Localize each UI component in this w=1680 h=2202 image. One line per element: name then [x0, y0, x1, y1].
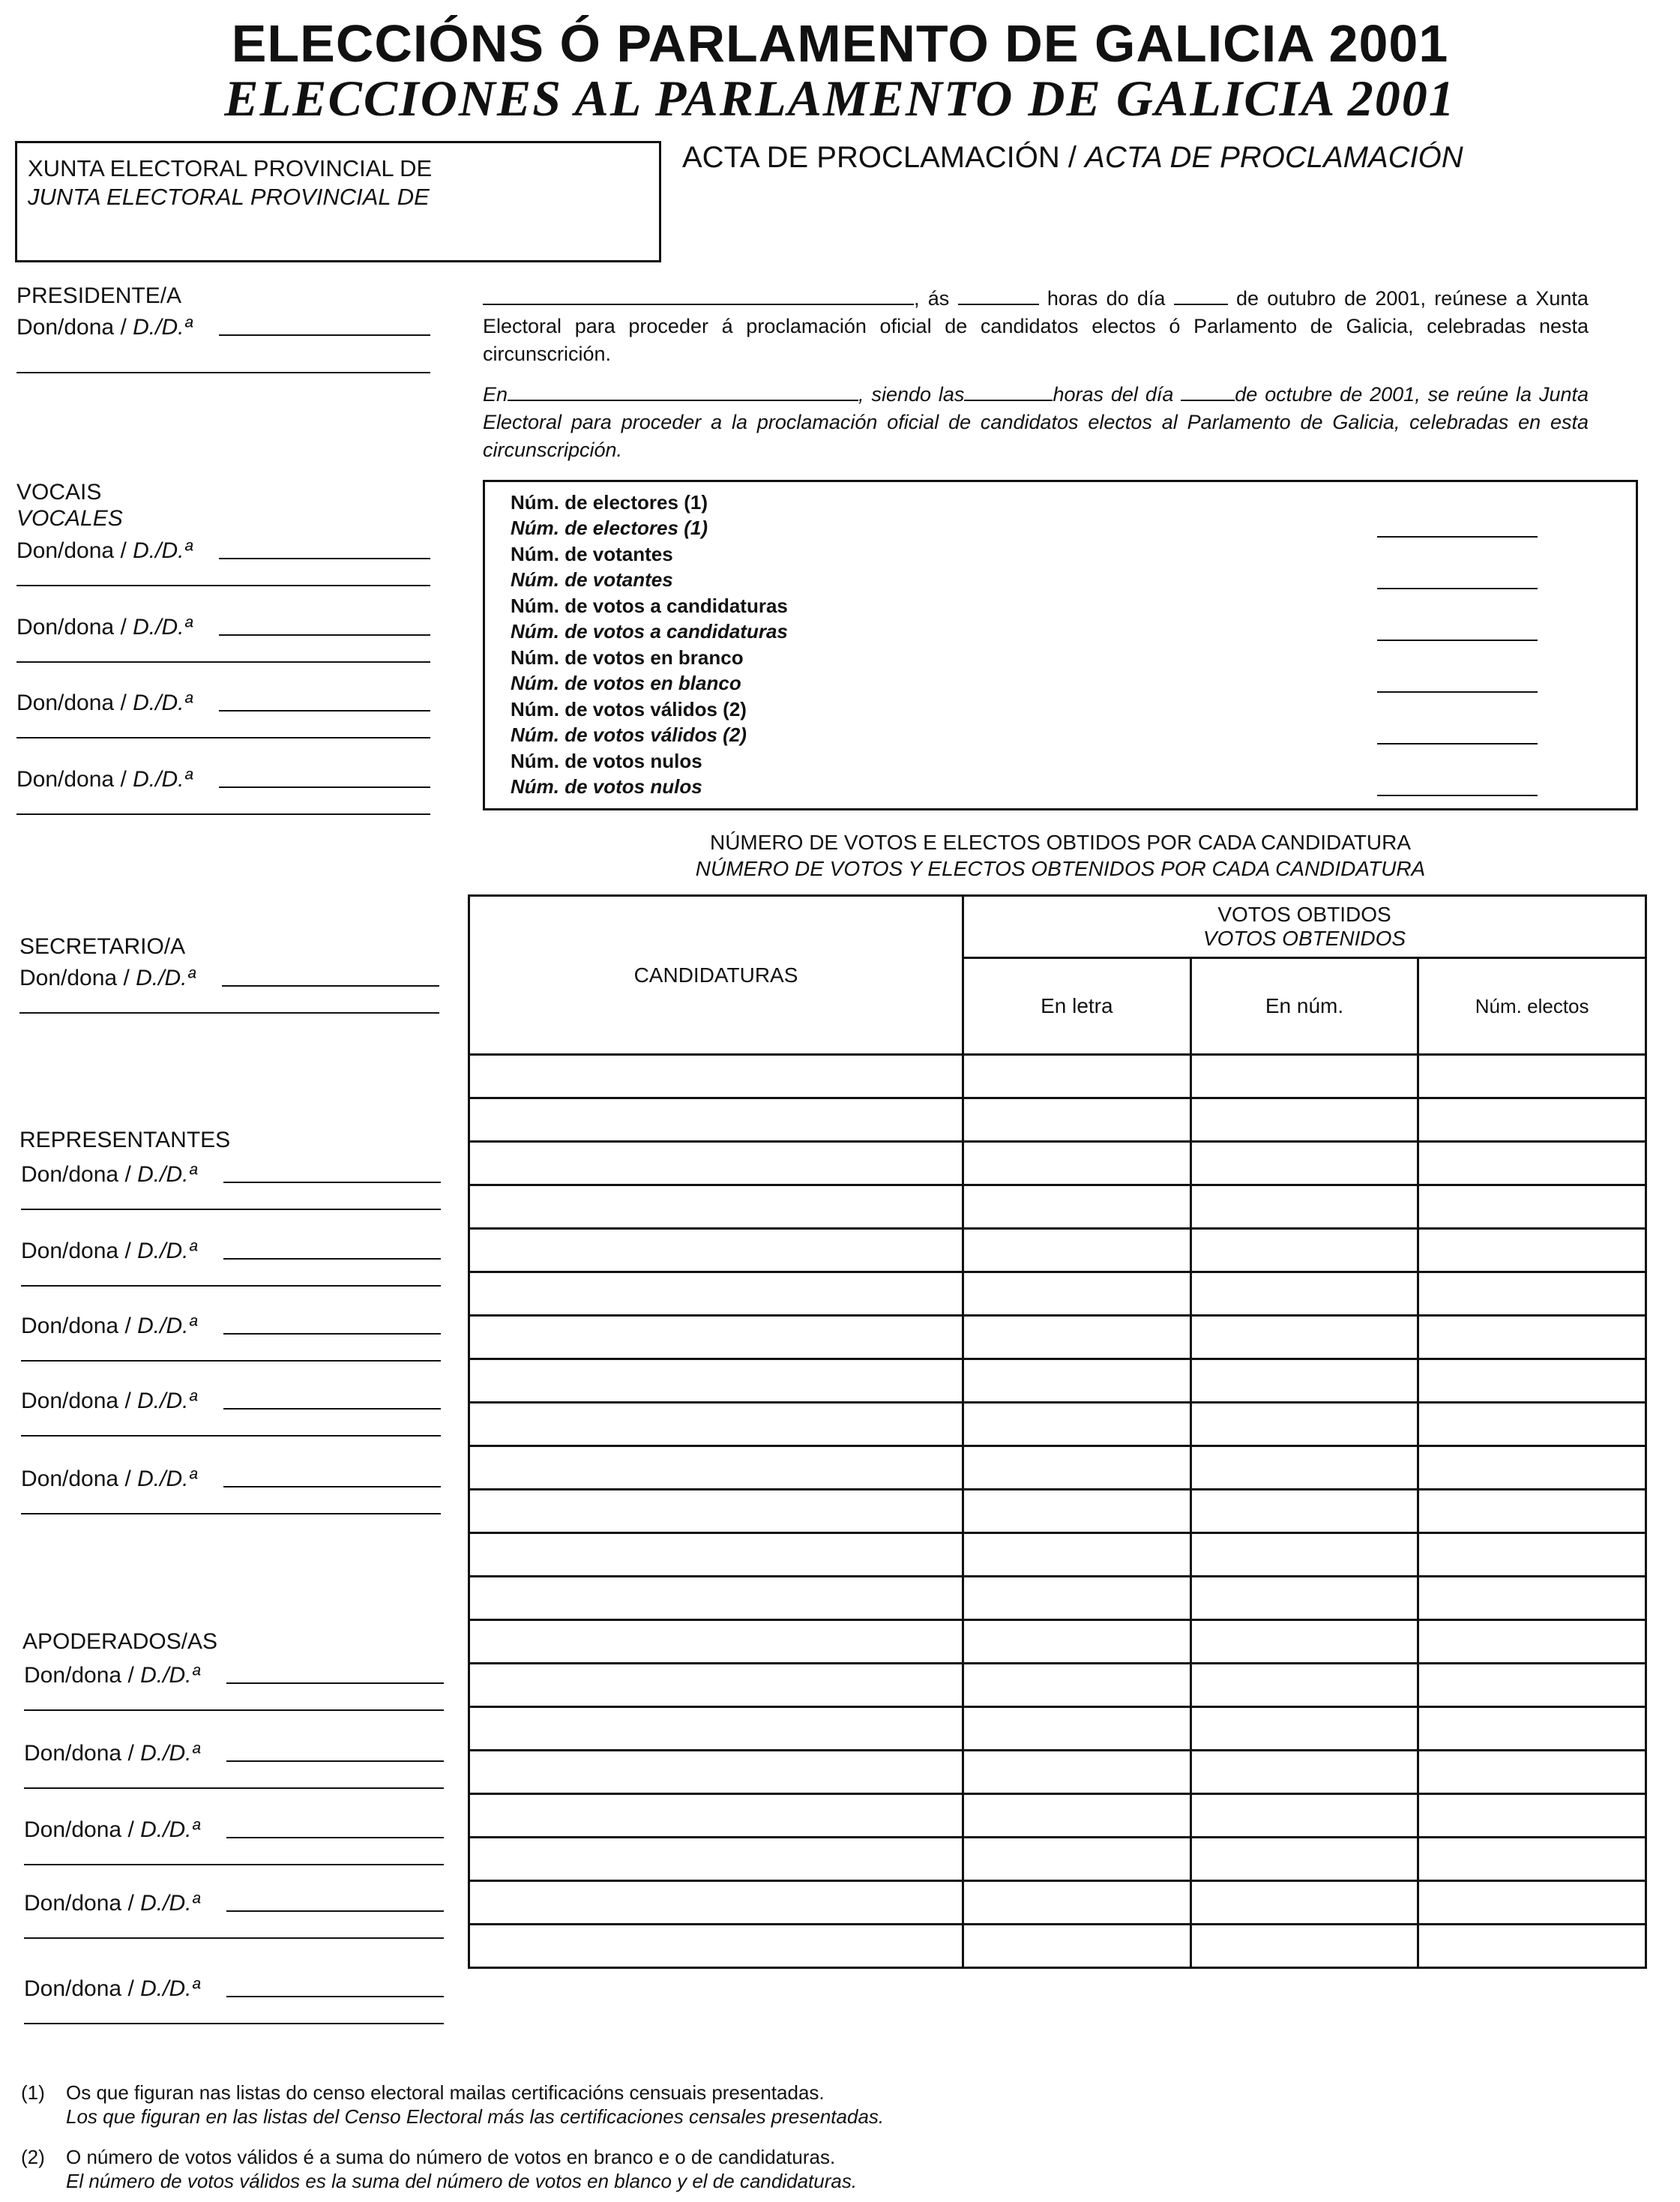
electos-cell[interactable]: [1418, 1664, 1646, 1707]
table-title: NÚMERO DE VOTOS E ELECTOS OBTIDOS POR CADA CANDIDATURA: [709, 831, 1412, 854]
don-label: Don/dona / D./D.ª: [24, 1663, 200, 1688]
electos-cell[interactable]: [1418, 1098, 1646, 1142]
candidatura-cell[interactable]: [469, 1577, 963, 1620]
electos-cell[interactable]: [1418, 1055, 1646, 1098]
don-label: Don/dona / D./D.ª: [16, 691, 193, 715]
table-row: [469, 1620, 1646, 1664]
vocal-field-4[interactable]: [16, 767, 436, 819]
electos-cell[interactable]: [1418, 1272, 1646, 1316]
day-blank-es[interactable]: [1181, 383, 1235, 401]
junta-label-es: JUNTA ELECTORAL PROVINCIAL DE: [28, 184, 430, 210]
name-line: [223, 1486, 441, 1487]
votos-es: VOTOS OBTENIDOS: [1202, 927, 1406, 950]
name-line: [219, 334, 430, 336]
en-letra-cell[interactable]: [963, 1707, 1191, 1751]
votos-obtidos-header: [963, 896, 1646, 958]
en-num-cell[interactable]: [1190, 1533, 1418, 1577]
acta-heading: [682, 141, 1463, 175]
candidatura-cell[interactable]: [469, 1316, 963, 1359]
candidatura-cell[interactable]: [469, 1403, 963, 1446]
name-line-2: [24, 1937, 444, 1939]
acta-label-es: ACTA DE PROCLAMACIÓN: [1085, 141, 1463, 174]
name-line: [223, 1333, 441, 1335]
col-num-electos: Núm. electos: [1418, 958, 1646, 1055]
en-num-cell[interactable]: [1190, 1881, 1418, 1925]
footnote-1-gl: Os que figuran nas listas do censo electoral mailas certificacións censuais presentadas.: [66, 2081, 825, 2104]
en-letra-cell[interactable]: [963, 1185, 1191, 1229]
footnote-2-es: El número de votos válidos es la suma del número de votos en blanco y el de candidaturas.: [66, 2170, 858, 2192]
candidatura-cell[interactable]: [469, 1229, 963, 1272]
name-line: [226, 1760, 444, 1762]
stat-label-es: Núm. de votos en blanco: [511, 672, 741, 694]
en-num-cell[interactable]: [1190, 1707, 1418, 1751]
page-subtitle: ELECCIONES AL PARLAMENTO DE GALICIA 2001: [224, 70, 1456, 127]
electos-cell[interactable]: [1418, 1403, 1646, 1446]
electos-cell[interactable]: [1418, 1229, 1646, 1272]
name-line-2: [21, 1435, 441, 1437]
electos-cell[interactable]: [1418, 1185, 1646, 1229]
candidatura-cell[interactable]: [469, 1838, 963, 1881]
footnote-2-gl: O número de votos válidos é a suma do número de votos en branco e o de candidaturas.: [66, 2146, 836, 2168]
en-letra-cell[interactable]: [963, 1577, 1191, 1620]
table-row: [469, 1403, 1646, 1446]
votos-gl: VOTOS OBTIDOS: [1217, 903, 1391, 926]
vocais-heading: VOCAIS: [16, 480, 102, 505]
junta-provincial-box[interactable]: [15, 141, 661, 262]
en-num-cell[interactable]: [1190, 1142, 1418, 1185]
col-en-num: En núm.: [1190, 958, 1418, 1055]
table-row: [469, 1751, 1646, 1794]
name-line: [222, 985, 439, 987]
stat-value-line[interactable]: [1377, 795, 1538, 796]
table-row: [469, 1185, 1646, 1229]
name-line: [226, 1996, 444, 1997]
don-label: Don/dona / D./D.ª: [24, 1891, 200, 1916]
electos-cell[interactable]: [1418, 1533, 1646, 1577]
name-line-2: [24, 2023, 444, 2024]
candidatura-cell[interactable]: [469, 1055, 963, 1098]
table-row: [469, 1446, 1646, 1490]
don-label: Don/dona / D./D.ª: [21, 1162, 197, 1187]
en-num-cell[interactable]: [1190, 1272, 1418, 1316]
en-letra-cell[interactable]: [963, 1881, 1191, 1925]
en-letra-cell[interactable]: [963, 1229, 1191, 1272]
don-label: Don/dona / D./D.ª: [21, 1389, 197, 1413]
en-num-cell[interactable]: [1190, 1577, 1418, 1620]
footnote-2-mark: (2): [21, 2146, 45, 2168]
table-row: [469, 1838, 1646, 1881]
place-blank[interactable]: [483, 287, 914, 305]
en-num-cell[interactable]: [1190, 1446, 1418, 1490]
stats-box: [483, 480, 1638, 810]
apoderado-field-3[interactable]: [24, 1817, 444, 1870]
day-blank[interactable]: [1174, 287, 1228, 305]
en-letra-cell[interactable]: [963, 1620, 1191, 1664]
en-letra-cell[interactable]: [963, 1055, 1191, 1098]
table-row: [469, 1316, 1646, 1359]
name-line: [219, 558, 430, 559]
footnote-1-mark: (1): [21, 2081, 45, 2104]
candidatura-cell[interactable]: [469, 1098, 963, 1142]
stat-label: Núm. de votos a candidaturas: [511, 595, 788, 617]
stat-label: Núm. de votantes: [511, 543, 673, 565]
don-label: Don/dona / D./D.ª: [24, 1976, 200, 2001]
candidatura-cell[interactable]: [469, 1664, 963, 1707]
don-label: Don/dona / D./D.ª: [21, 1467, 197, 1491]
stat-value-line[interactable]: [1377, 743, 1538, 744]
en-num-cell[interactable]: [1190, 1359, 1418, 1403]
en-num-cell[interactable]: [1190, 1838, 1418, 1881]
representante-field-5[interactable]: [21, 1467, 441, 1519]
en-letra-cell[interactable]: [963, 1794, 1191, 1838]
name-line: [223, 1182, 441, 1183]
stat-value-line[interactable]: [1377, 691, 1538, 693]
footnote-1-es: Los que figuran en las listas del Censo Electoral más las certificaciones censales presentadas.: [66, 2105, 885, 2128]
en-letra-cell[interactable]: [963, 1446, 1191, 1490]
table-row: [469, 1925, 1646, 1968]
name-line-2: [16, 585, 430, 586]
table-row: [469, 1055, 1646, 1098]
don-label: Don/dona / D./D.ª: [16, 615, 193, 640]
page-title: ELECCIÓNS Ó PARLAMENTO DE GALICIA 2001: [231, 14, 1449, 73]
apoderado-field-1[interactable]: [24, 1663, 444, 1715]
stat-label-es: Núm. de votantes: [511, 568, 673, 591]
stat-label-es: Núm. de votos válidos (2): [511, 724, 747, 746]
electos-cell[interactable]: [1418, 1881, 1646, 1925]
vocal-field-2[interactable]: [16, 615, 436, 667]
candidatura-cell[interactable]: [469, 1751, 963, 1794]
name-line-2: [24, 1709, 444, 1711]
table-row: [469, 1707, 1646, 1751]
candidatura-cell[interactable]: [469, 1707, 963, 1751]
en-letra-cell[interactable]: [963, 1838, 1191, 1881]
presidente-field[interactable]: [16, 315, 421, 375]
representantes-heading: REPRESENTANTES: [19, 1128, 231, 1152]
electos-cell[interactable]: [1418, 1446, 1646, 1490]
apoderado-field-4[interactable]: [24, 1891, 444, 1943]
secretario-field[interactable]: [19, 966, 439, 1018]
table-row: [469, 1490, 1646, 1533]
apoderado-field-2[interactable]: [24, 1741, 444, 1793]
vocal-field-1[interactable]: [16, 538, 436, 591]
hours-blank-es[interactable]: [964, 383, 1053, 401]
name-line-2: [24, 1787, 444, 1789]
stat-label-es: Núm. de votos a candidaturas: [511, 620, 788, 643]
name-line-2: [19, 1012, 439, 1014]
table-row: [469, 1229, 1646, 1272]
en-num-cell[interactable]: [1190, 1403, 1418, 1446]
electos-cell[interactable]: [1418, 1316, 1646, 1359]
en-num-cell[interactable]: [1190, 1229, 1418, 1272]
candidatura-cell[interactable]: [469, 1490, 963, 1533]
candidatura-cell[interactable]: [469, 1881, 963, 1925]
en-num-cell[interactable]: [1190, 1490, 1418, 1533]
name-line-2: [21, 1209, 441, 1210]
en-letra-cell[interactable]: [963, 1098, 1191, 1142]
junta-label-gl: XUNTA ELECTORAL PROVINCIAL DE: [28, 155, 433, 181]
en-num-cell[interactable]: [1190, 1925, 1418, 1968]
name-line: [219, 786, 430, 788]
table-subtitle: NÚMERO DE VOTOS Y ELECTOS OBTENIDOS POR CADA CANDIDATURA: [695, 857, 1426, 880]
table-row: [469, 1533, 1646, 1577]
stat-label: Núm. de votos en branco: [511, 646, 744, 669]
secretario-heading: SECRETARIO/A: [19, 934, 186, 959]
candidaturas-table: [468, 894, 1647, 1969]
en-letra-cell[interactable]: [963, 1533, 1191, 1577]
don-label: Don/dona / D./D.ª: [19, 966, 196, 990]
en-num-cell[interactable]: [1190, 1664, 1418, 1707]
table-row: [469, 1359, 1646, 1403]
name-line-2: [16, 372, 430, 373]
table-row: [469, 1664, 1646, 1707]
electos-cell[interactable]: [1418, 1751, 1646, 1794]
representante-field-2[interactable]: [21, 1239, 441, 1291]
vocales-heading-es: VOCALES: [16, 506, 123, 531]
representante-field-3[interactable]: [21, 1314, 441, 1366]
intro-paragraph-gl: , ás horas do día de outubro de 2001, reúnese a Xunta Electoral para proceder á proclamación oficial de candidatos electos ó Parlamento de Galicia, celebradas nesta circunscrición.: [483, 287, 1589, 365]
col-en-letra: En letra: [963, 958, 1191, 1055]
en-letra-cell[interactable]: [963, 1925, 1191, 1968]
electos-cell[interactable]: [1418, 1577, 1646, 1620]
name-line-2: [24, 1864, 444, 1865]
table-row: [469, 1098, 1646, 1142]
don-label: Don/dona / D./D.ª: [24, 1817, 200, 1842]
en-num-cell[interactable]: [1190, 1055, 1418, 1098]
en-num-cell[interactable]: [1190, 1098, 1418, 1142]
apoderados-heading: APODERADOS/AS: [22, 1629, 218, 1654]
en-letra-cell[interactable]: [963, 1316, 1191, 1359]
presidente-heading: PRESIDENTE/A: [16, 283, 182, 308]
name-line-2: [21, 1285, 441, 1287]
name-line-2: [21, 1513, 441, 1514]
stat-value-line[interactable]: [1377, 640, 1538, 641]
en-num-cell[interactable]: [1190, 1751, 1418, 1794]
name-line-2: [16, 661, 430, 663]
representante-field-1[interactable]: [21, 1162, 441, 1215]
name-line: [223, 1258, 441, 1260]
stat-value-line[interactable]: [1377, 588, 1538, 589]
table-row: [469, 1272, 1646, 1316]
name-line-2: [21, 1360, 441, 1362]
electos-cell[interactable]: [1418, 1707, 1646, 1751]
en-letra-cell[interactable]: [963, 1272, 1191, 1316]
stat-label-es: Núm. de electores (1): [511, 517, 708, 539]
intro-paragraph-es: En , siendo las horas del día de octubre de 2001, se reúne la Junta Electoral para proceder a la proclamación oficial de candidatos electos al Parlamento de Galicia, celebradas en esta circunscripción.: [483, 383, 1589, 461]
electos-cell[interactable]: [1418, 1142, 1646, 1185]
name-line: [223, 1408, 441, 1410]
en-num-cell[interactable]: [1190, 1620, 1418, 1664]
table-row: [469, 1881, 1646, 1925]
don-label: Don/dona / D./D.ª: [21, 1239, 197, 1263]
en-letra-cell[interactable]: [963, 1490, 1191, 1533]
candidatura-cell[interactable]: [469, 1142, 963, 1185]
don-label: Don/dona / D./D.ª: [24, 1741, 200, 1766]
candidatura-cell[interactable]: [469, 1533, 963, 1577]
stat-label-es: Núm. de votos nulos: [511, 775, 702, 798]
table-row: [469, 1794, 1646, 1838]
en-letra-cell[interactable]: [963, 1359, 1191, 1403]
acta-label-gl: ACTA DE PROCLAMACIÓN /: [682, 141, 1086, 174]
don-label: Don/dona / D./D.ª: [16, 538, 193, 563]
don-label: Don/dona / D./D.ª: [16, 315, 193, 340]
table-row: [469, 1142, 1646, 1185]
col-candidaturas: CANDIDATURAS: [469, 896, 963, 1055]
en-letra-cell[interactable]: [963, 1142, 1191, 1185]
candidatura-cell[interactable]: [469, 1925, 963, 1968]
stat-label: Núm. de votos nulos: [511, 750, 702, 772]
name-line: [219, 634, 430, 636]
candidatura-cell[interactable]: [469, 1185, 963, 1229]
stat-value-line[interactable]: [1377, 536, 1538, 538]
apoderado-field-5[interactable]: [24, 1976, 444, 2029]
hours-blank[interactable]: [958, 287, 1039, 305]
electos-cell[interactable]: [1418, 1794, 1646, 1838]
name-line: [219, 710, 430, 712]
electos-cell[interactable]: [1418, 1490, 1646, 1533]
candidatura-cell[interactable]: [469, 1359, 963, 1403]
en-letra-cell[interactable]: [963, 1751, 1191, 1794]
place-blank-es[interactable]: [508, 383, 858, 401]
representante-field-4[interactable]: [21, 1389, 441, 1441]
en-letra-cell[interactable]: [963, 1403, 1191, 1446]
don-label: Don/dona / D./D.ª: [21, 1314, 197, 1338]
en-num-cell[interactable]: [1190, 1794, 1418, 1838]
name-line-2: [16, 813, 430, 815]
name-line: [226, 1682, 444, 1684]
candidatura-cell[interactable]: [469, 1272, 963, 1316]
stat-label: Núm. de votos válidos (2): [511, 698, 747, 721]
electos-cell[interactable]: [1418, 1838, 1646, 1881]
name-line-2: [16, 737, 430, 738]
candidatura-cell[interactable]: [469, 1446, 963, 1490]
electos-cell[interactable]: [1418, 1620, 1646, 1664]
en-num-cell[interactable]: [1190, 1316, 1418, 1359]
candidatura-cell[interactable]: [469, 1620, 963, 1664]
table-row: [469, 1577, 1646, 1620]
candidatura-cell[interactable]: [469, 1794, 963, 1838]
en-letra-cell[interactable]: [963, 1664, 1191, 1707]
name-line: [226, 1837, 444, 1838]
electos-cell[interactable]: [1418, 1359, 1646, 1403]
vocal-field-3[interactable]: [16, 691, 436, 743]
stat-label: Núm. de electores (1): [511, 491, 708, 514]
electos-cell[interactable]: [1418, 1925, 1646, 1968]
don-label: Don/dona / D./D.ª: [16, 767, 193, 792]
name-line: [226, 1910, 444, 1912]
en-num-cell[interactable]: [1190, 1185, 1418, 1229]
